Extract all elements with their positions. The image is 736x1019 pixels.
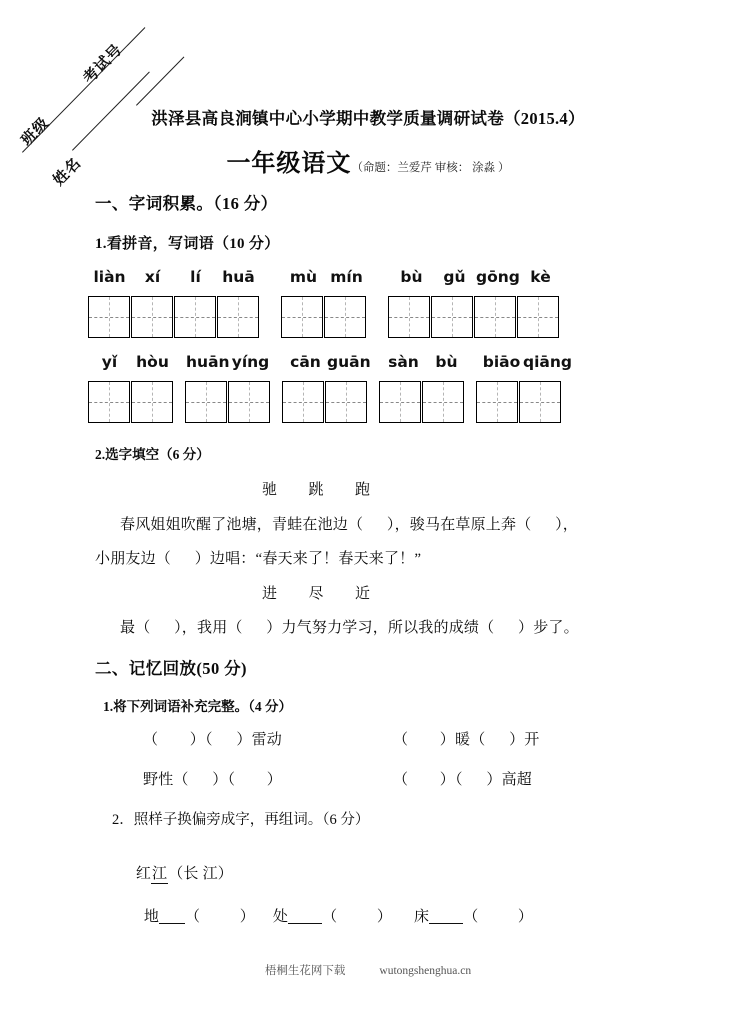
q2-item-answer[interactable]: （ ） bbox=[463, 909, 534, 925]
tianzige-cell[interactable] bbox=[228, 381, 270, 423]
pinyin-row-2 bbox=[88, 353, 572, 371]
tianzige-cell[interactable] bbox=[325, 381, 367, 423]
choice-set-2: 进 尽 近 bbox=[262, 586, 379, 602]
writing-grid-row-1 bbox=[88, 296, 559, 338]
pinyin-group bbox=[382, 353, 468, 371]
q2-item-answer[interactable]: （ ） bbox=[185, 909, 255, 925]
q2-example-answer: （长 江） bbox=[168, 866, 233, 882]
section-1-sub2-heading: 2.选字填空（6 分） bbox=[95, 447, 210, 462]
section-1-heading: 一、字词积累。（16 分） bbox=[95, 194, 278, 213]
tianzige-cell[interactable] bbox=[379, 381, 421, 423]
pinyin-syllable: mù bbox=[289, 268, 318, 286]
paper-title: 一年级语文 bbox=[226, 151, 352, 177]
pinyin-syllable: huān bbox=[186, 353, 230, 371]
seal-exam-number-label: 考试号 bbox=[79, 40, 126, 88]
pinyin-syllable: qiāng bbox=[523, 353, 572, 371]
q2-item-blank[interactable] bbox=[429, 923, 463, 924]
tianzige-cell[interactable] bbox=[519, 381, 561, 423]
tianzige-cell[interactable] bbox=[476, 381, 518, 423]
pinyin-syllable: lí bbox=[190, 268, 201, 286]
sentence-1-line-1: 春风姐姐吹醒了池塘，青蛙在池边（ ），骏马在草原上奔（ ）， bbox=[120, 517, 579, 533]
tianzige-cell[interactable] bbox=[517, 296, 559, 338]
tianzige-cell[interactable] bbox=[174, 296, 216, 338]
section-2-q2-heading: 2．照样子换偏旁成字，再组词。（6 分） bbox=[112, 812, 370, 828]
writing-grid-row-2 bbox=[88, 381, 561, 423]
pinyin-row-1 bbox=[88, 268, 562, 286]
tianzige-cell[interactable] bbox=[282, 381, 324, 423]
tianzige-cell[interactable] bbox=[131, 381, 173, 423]
paper-credit: （命题：兰爱芹 审核： 涂淼 ） bbox=[351, 162, 510, 174]
q2-item-char: 床 bbox=[414, 909, 430, 925]
pinyin-syllable: gǔ bbox=[443, 268, 466, 286]
pinyin-syllable: sàn bbox=[388, 353, 419, 371]
pinyin-syllable: huā bbox=[222, 268, 255, 286]
tianzige-cell[interactable] bbox=[185, 381, 227, 423]
q2-item-char: 处 bbox=[272, 909, 289, 925]
pinyin-syllable: xí bbox=[144, 268, 161, 286]
q1-line-1-left: （ ）（ ）雷动 bbox=[143, 732, 283, 748]
pinyin-syllable: bù bbox=[435, 353, 458, 371]
pinyin-syllable: yǐ bbox=[101, 353, 118, 371]
q2-item-blank[interactable] bbox=[159, 923, 185, 924]
q1-line-2-left: 野性（ ）（ ） bbox=[143, 772, 283, 788]
tianzige-cell[interactable] bbox=[422, 381, 464, 423]
choice-set-1: 驰 跳 跑 bbox=[262, 482, 379, 498]
tianzige-cell[interactable] bbox=[217, 296, 259, 338]
q2-item-blank[interactable] bbox=[288, 923, 322, 924]
tianzige-cell[interactable] bbox=[431, 296, 473, 338]
pinyin-group bbox=[390, 268, 562, 286]
footer-source: 梧桐生花网下载 bbox=[264, 965, 346, 977]
writing-grid-group bbox=[379, 381, 464, 423]
sentence-1-line-2: 小朋友边（ ）边唱：“春天来了！春天来了！” bbox=[95, 551, 422, 567]
tianzige-cell[interactable] bbox=[88, 381, 130, 423]
q2-answer-row bbox=[128, 888, 533, 943]
school-title: 洪泽县高良涧镇中心小学期中教学质量调研试卷（2015.4） bbox=[151, 109, 585, 128]
writing-grid-group bbox=[88, 381, 173, 423]
pinyin-syllable: gōng bbox=[476, 268, 520, 286]
q2-item-char: 地 bbox=[143, 909, 160, 925]
pinyin-syllable: mín bbox=[330, 268, 363, 286]
q2-item-answer[interactable]: （ ） bbox=[322, 909, 393, 925]
tianzige-cell[interactable] bbox=[474, 296, 516, 338]
pinyin-group bbox=[186, 353, 272, 371]
section-2-heading: 二、记忆回放(50 分) bbox=[95, 659, 247, 678]
q1-line-2-right: （ ）（ ）高超 bbox=[393, 772, 533, 788]
pinyin-syllable: yíng bbox=[231, 353, 270, 371]
sentence-2: 最（ ），我用（ ）力气努力学习，所以我的成绩（ ）步了。 bbox=[120, 620, 579, 636]
writing-grid-group bbox=[476, 381, 561, 423]
pinyin-group bbox=[480, 353, 572, 371]
pinyin-syllable: biāo bbox=[482, 353, 521, 371]
writing-grid-group bbox=[282, 381, 367, 423]
paper-title-line bbox=[0, 143, 736, 178]
q2-example-blank: 江 bbox=[151, 862, 168, 884]
section-2-q1-heading: 1.将下列词语补充完整。（4 分） bbox=[103, 699, 292, 714]
pinyin-syllable: guān bbox=[327, 353, 371, 371]
q1-line-1-right: （ ）暖（ ）开 bbox=[393, 732, 540, 748]
pinyin-group bbox=[88, 268, 260, 286]
pinyin-group bbox=[282, 268, 368, 286]
writing-grid-group bbox=[388, 296, 559, 338]
seal-name-label: 姓名 bbox=[49, 153, 85, 190]
tianzige-cell[interactable] bbox=[388, 296, 430, 338]
pinyin-syllable: cān bbox=[290, 353, 321, 371]
writing-grid-group bbox=[185, 381, 270, 423]
pinyin-syllable: hòu bbox=[136, 353, 169, 371]
seal-class-label: 班级 bbox=[17, 113, 53, 150]
writing-grid-group bbox=[88, 296, 259, 338]
pinyin-syllable: kè bbox=[530, 268, 551, 286]
tianzige-cell[interactable] bbox=[131, 296, 173, 338]
pinyin-group bbox=[88, 353, 174, 371]
page-footer bbox=[0, 962, 736, 978]
tianzige-cell[interactable] bbox=[281, 296, 323, 338]
footer-site: wutongshenghua.cn bbox=[379, 965, 472, 977]
pinyin-group bbox=[284, 353, 370, 371]
writing-grid-group bbox=[281, 296, 366, 338]
section-1-sub1-heading: 1.看拼音，写词语（10 分） bbox=[95, 236, 280, 252]
pinyin-syllable: liàn bbox=[93, 268, 126, 286]
tianzige-cell[interactable] bbox=[324, 296, 366, 338]
pinyin-syllable: bù bbox=[400, 268, 423, 286]
q2-example-char: 红 bbox=[135, 866, 152, 882]
tianzige-cell[interactable] bbox=[88, 296, 130, 338]
sealing-solid-line-examno bbox=[136, 56, 184, 105]
